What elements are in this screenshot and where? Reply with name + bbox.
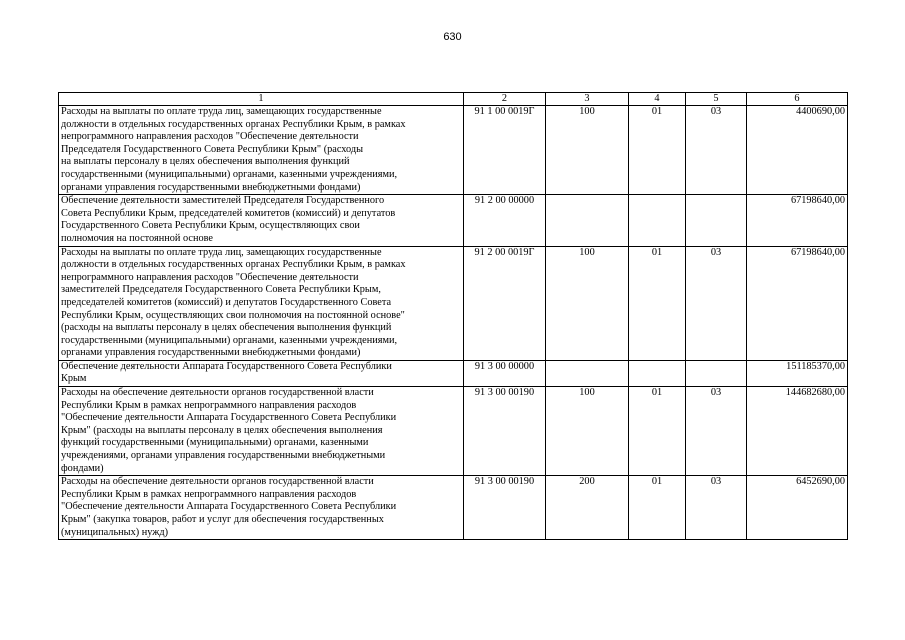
description-line: "Обеспечение деятельности Аппарата Государственного Совета Республики — [61, 412, 397, 424]
row-section: 01 — [629, 387, 686, 476]
row-amount: 67198640,00 — [747, 246, 848, 360]
description-line: государственными (муниципальными) органами, казенными учреждениями, — [61, 168, 398, 180]
table-row — [59, 476, 848, 540]
row-amount: 144682680,00 — [747, 387, 848, 476]
table-body — [59, 106, 848, 540]
description-line: полномочия на постоянной основе — [61, 232, 213, 244]
description-line: органами управления государственными внебюджетными фондами) — [61, 181, 361, 193]
header-col-3: 3 — [546, 93, 629, 106]
description-line: государственными (муниципальными) органами, казенными учреждениями, — [61, 334, 398, 346]
row-code: 91 3 00 00190 — [464, 387, 546, 476]
header-row — [59, 93, 848, 106]
table-row — [59, 195, 848, 246]
description-line: Расходы на обеспечение деятельности органов государственной власти — [61, 387, 374, 399]
row-section: 01 — [629, 246, 686, 360]
description-line: Крым" (закупка товаров, работ и услуг для обеспечения государственных — [61, 514, 384, 525]
row-description — [59, 246, 464, 360]
table-row — [59, 246, 848, 360]
description-line: Государственного Совета Республики Крым, осуществляющих свои — [61, 220, 360, 232]
row-subsection: 03 — [686, 246, 747, 360]
row-code: 91 2 00 00000 — [464, 195, 546, 246]
row-expense-type — [546, 195, 629, 246]
row-description — [59, 106, 464, 195]
header-col-4: 4 — [629, 93, 686, 106]
description-line: Обеспечение деятельности Аппарата Государственного Совета Республики — [61, 360, 392, 372]
row-description — [59, 387, 464, 476]
description-line: функций государственными (муниципальными) органами, казенными — [61, 437, 369, 449]
row-subsection — [686, 360, 747, 386]
description-line: Республики Крым в рамках непрограммного направления расходов — [61, 399, 357, 411]
description-line: (муниципальных) нужд) — [61, 526, 169, 538]
header-col-6: 6 — [747, 93, 848, 106]
row-section: 01 — [629, 106, 686, 195]
row-subsection: 03 — [686, 387, 747, 476]
row-section — [629, 360, 686, 386]
description-line: Председателя Государственного Совета Республики Крым" (расходы — [61, 143, 364, 155]
description-line: Расходы на выплаты по оплате труда лиц, замещающих государственные — [61, 246, 382, 258]
table-row — [59, 360, 848, 386]
description-line: Республики Крым в рамках непрограммного направления расходов — [61, 488, 357, 500]
table-row — [59, 106, 848, 195]
description-line: непрограммного направления расходов "Обеспечение деятельности — [61, 131, 359, 143]
description-line: Расходы на выплаты по оплате труда лиц, замещающих государственные — [61, 106, 382, 117]
row-subsection — [686, 195, 747, 246]
row-description — [59, 476, 464, 540]
page-number: 630 — [443, 31, 462, 43]
row-expense-type: 200 — [546, 476, 629, 540]
row-expense-type: 100 — [546, 387, 629, 476]
row-subsection: 03 — [686, 106, 747, 195]
header-col-2: 2 — [464, 93, 546, 106]
row-section — [629, 195, 686, 246]
row-code: 91 3 00 00190 — [464, 476, 546, 540]
description-line: Крым" (расходы на выплаты персоналу в целях обеспечения выполнения — [61, 424, 383, 436]
description-line: заместителей Председателя Государственного Совета Республики Крым, — [61, 284, 381, 296]
row-code: 91 2 00 0019Г — [464, 246, 546, 360]
header-col-1: 1 — [59, 93, 464, 106]
row-expense-type: 100 — [546, 106, 629, 195]
description-line: органами управления государственными внебюджетными фондами) — [61, 347, 361, 359]
description-line: на выплаты персоналу в целях обеспечения выполнения функций — [61, 156, 350, 168]
description-line: Расходы на обеспечение деятельности органов государственной власти — [61, 476, 374, 488]
description-line: "Обеспечение деятельности Аппарата Государственного Совета Республики — [61, 501, 397, 513]
header-col-5: 5 — [686, 93, 747, 106]
row-amount: 4400690,00 — [747, 106, 848, 195]
description-line: председателей комитетов (комиссий) и депутатов Государственного Совета — [61, 296, 392, 308]
description-line: учреждениями, органами управления государственными внебюджетными — [61, 450, 386, 462]
description-line: Крым — [61, 373, 87, 385]
budget-table — [58, 92, 848, 540]
description-line: должности в отдельных государственных органах Республики Крым, в рамках — [61, 259, 406, 271]
row-amount: 6452690,00 — [747, 476, 848, 540]
description-line: Обеспечение деятельности заместителей Председателя Государственного — [61, 195, 385, 207]
description-line: должности в отдельных государственных органах Республики Крым, в рамках — [61, 118, 406, 130]
row-code: 91 3 00 00000 — [464, 360, 546, 386]
description-line: (расходы на выплаты персоналу в целях обеспечения выполнения функций — [61, 322, 392, 334]
row-description — [59, 360, 464, 386]
row-section: 01 — [629, 476, 686, 540]
row-expense-type — [546, 360, 629, 386]
row-expense-type: 100 — [546, 246, 629, 360]
description-line: Совета Республики Крым, председателей комитетов (комиссий) и депутатов — [61, 207, 396, 219]
row-subsection: 03 — [686, 476, 747, 540]
description-line: Республики Крым, осуществляющих свои полномочия на постоянной основе" — [61, 309, 405, 321]
description-line: непрограммного направления расходов "Обеспечение деятельности — [61, 271, 359, 283]
row-amount: 67198640,00 — [747, 195, 848, 246]
row-code: 91 1 00 0019Г — [464, 106, 546, 195]
row-amount: 151185370,00 — [747, 360, 848, 386]
row-description — [59, 195, 464, 246]
table-row — [59, 387, 848, 476]
description-line: фондами) — [61, 462, 104, 474]
